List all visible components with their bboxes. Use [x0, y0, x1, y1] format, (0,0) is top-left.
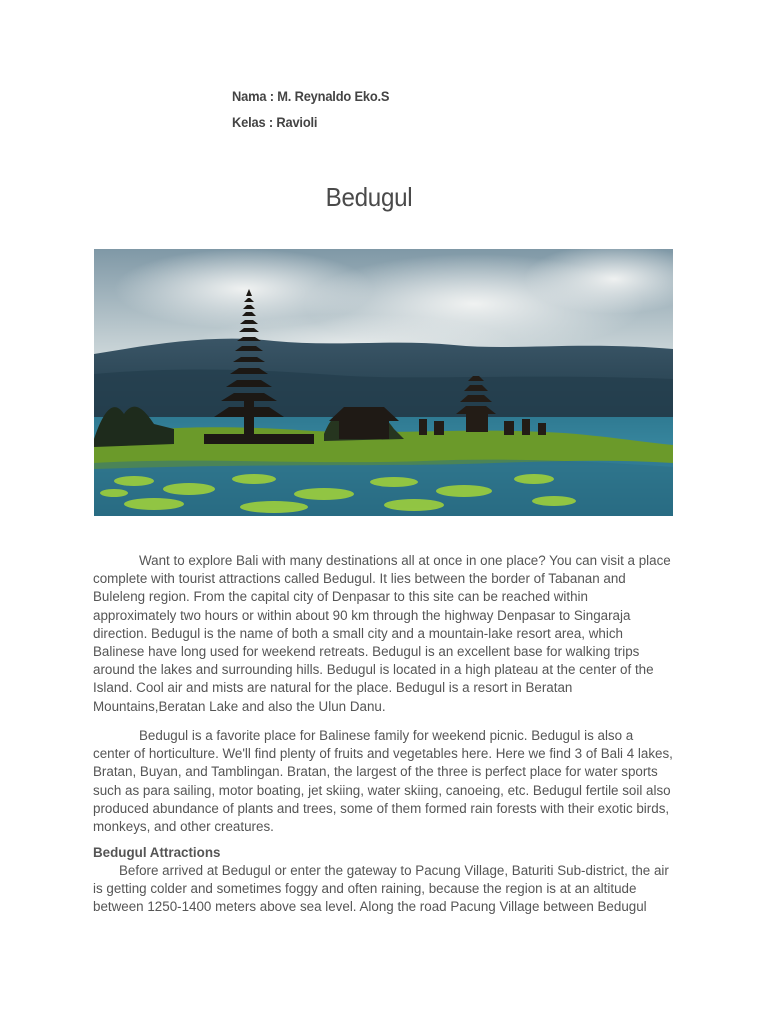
horticulture-paragraph	[93, 727, 673, 836]
paragraph-text: Bedugul is a favorite place for Balinese family for weekend picnic. Bedugul is also a center of horticulture. We'll find plenty of fruits and vegetables here. Here we find 3 of Bali 4 lakes, Bratan, Buyan, and Tamblingan. Bratan, the largest of the three is perfect place for water sports such as para sailing, motor boating, jet skiing, water skiing, canoeing, etc. Bedugul fertile soil also produced abundance of plants and trees, some of them formed rain forests with their exotic birds, monkeys, and other creatures.	[93, 728, 673, 835]
paragraph-text: Want to explore Bali with many destinations all at once in one place? You can visit a place complete with tourist attractions called Bedugul. It lies between the border of Tabanan and Buleleng region. From the capital city of Denpasar to this site can be reached within approximately two hours or within about 90 km through the highway Denpasar to Singaraja direction. Bedugul is the name of both a small city and a mountain-lake resort area, which Balinese have long used for weekend retreats. Bedugul is an excellent base for walking trips around the lakes and surrounding hills. Bedugul is located in a high plateau at the center of the Island. Cool air and mists are natural for the place. Bedugul is a resort in Beratan Mountains,Beratan Lake and also the Ulun Danu.	[93, 553, 671, 714]
attractions-paragraph	[93, 862, 673, 917]
student-class: Kelas : Ravioli	[232, 114, 318, 130]
section-heading: Bedugul Attractions	[93, 845, 221, 860]
intro-paragraph	[93, 552, 673, 716]
page-title: Bedugul	[325, 182, 413, 212]
landscape-photo-icon	[94, 249, 673, 516]
paragraph-text: Before arrived at Bedugul or enter the gateway to Pacung Village, Baturiti Sub-district, the air is getting colder and sometimes foggy and often raining, because the region is at an altitude between 1250-1400 meters above sea level. Along the road Pacung Village between Bedugul	[93, 863, 669, 915]
student-name: Nama : M. Reynaldo Eko.S	[232, 88, 390, 104]
